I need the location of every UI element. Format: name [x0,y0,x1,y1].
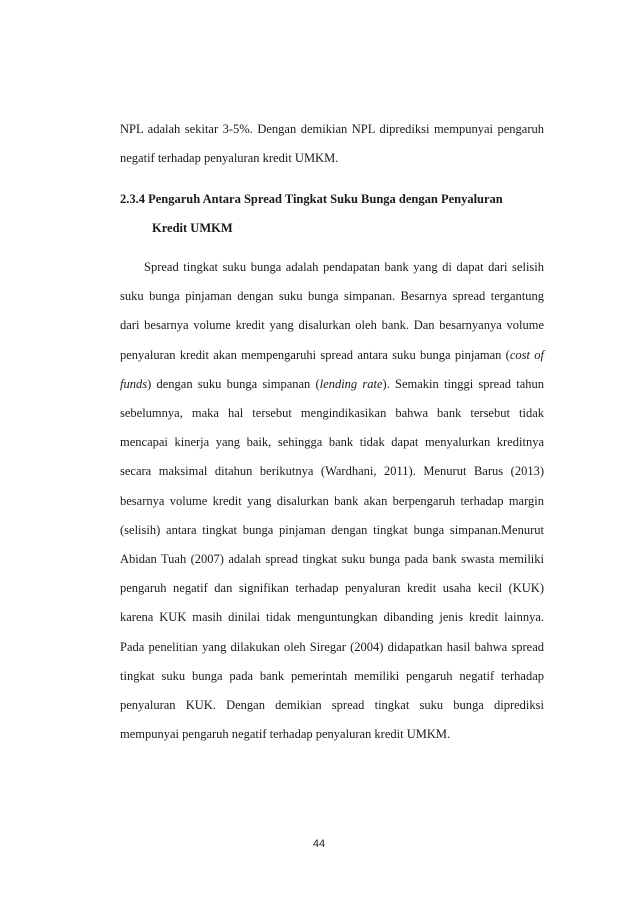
body-italic-cost-of-funds: cost of funds [120,347,544,391]
body-paragraph [120,253,544,749]
body-italic-lending-rate: lending rate [319,376,383,391]
body-text-part1: Spread tingkat suku bunga adalah pendapatan bank yang di dapat dari selisih suku bunga pinjaman dengan suku bunga simpanan. Besarnya spread tergantung dari besarnya volume kredit yang disalurkan oleh bank. Dan besarnyanya volume penyaluran kredit akan mempengaruhi spread antara suku bunga pinjaman ( [120,260,544,362]
section-heading-line2: Kredit UMKM [152,221,233,235]
section-heading-line1: 2.3.4 Pengaruh Antara Spread Tingkat Suku Bunga dengan Penyaluran [120,192,503,206]
page-number: 44 [312,838,326,850]
body-text-part2: ) dengan suku bunga simpanan ( [147,376,320,391]
section-heading [120,185,560,243]
intro-paragraph: NPL adalah sekitar 3-5%. Dengan demikian NPL diprediksi mempunyai pengaruh negatif terhadap penyaluran kredit UMKM. [120,122,544,166]
body-text-part3: ). Semakin tinggi spread tahun sebelumnya, maka hal tersebut mengindikasikan bahwa bank tersebut tidak mencapai kinerja yang baik, sehingga bank tidak dapat menyalurkan kreditnya secara maksimal ditahun berikutnya (Wardhani, 2011). Menurut Barus (2013) besarnya volume kredit yang disalurkan bank akan berpengaruh terhadap margin (selisih) antara tingkat bunga pinjaman dengan tingkat bunga simpanan.Menurut Abidan Tuah (2007) adalah spread tingkat suku bunga pada bank swasta memiliki pengaruh negatif dan signifikan terhadap penyaluran kredit usaha kecil (KUK) karena KUK masih dinilai tidak menguntungkan dibanding jenis kredit lainnya. Pada penelitian yang dilakukan oleh Siregar (2004) didapatkan hasil bahwa spread tingkat suku bunga pada bank pemerintah memiliki pengaruh negatif terhadap penyaluran KUK. Dengan demikian spread tingkat suku bunga diprediksi mempunyai pengaruh negatif terhadap penyaluran kredit UMKM. [120,376,544,742]
